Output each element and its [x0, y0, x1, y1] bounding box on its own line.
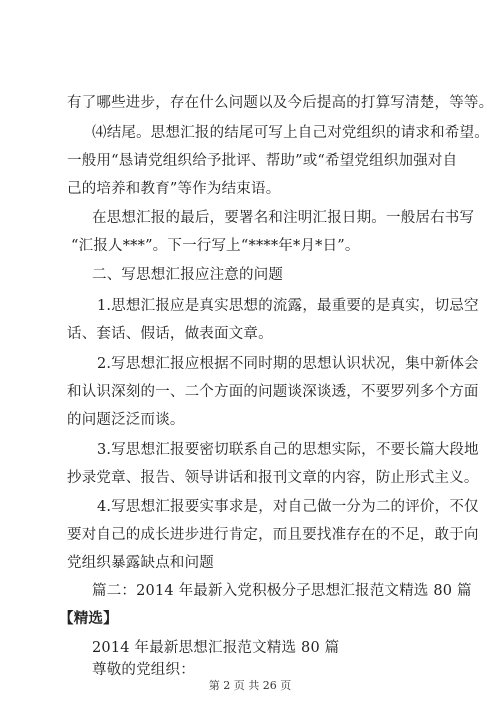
paragraph-line-6: “汇报人***”。下一行写上“****年*月*日”。: [71, 238, 360, 254]
paragraph-line-5: 在思想汇报的最后，要署名和注明汇报日期。一般居右书写: [92, 210, 475, 226]
page-number-footer: 第 2 页 共 26 页: [208, 679, 292, 692]
paragraph-line-3: 一般用“恳请党组织给予批评、帮助”或“希望党组织加强对自: [67, 153, 458, 169]
paragraph-line-10: 2.写思想汇报应根据不同时期的思想认识状况，集中新体会: [97, 356, 479, 372]
paragraph-line-9: 话、套话、假话，做表面文章。: [67, 326, 273, 342]
paragraph-line-15: 4.写思想汇报要实事求是，对自己做一分为二的评价，不仅: [97, 499, 479, 515]
paragraph-line-1: 有了哪些进步，存在什么问题以及今后提高的打算写清楚，等等。: [67, 95, 494, 111]
paragraph-line-8: 1.思想汇报应是真实思想的流露，最重要的是真实，切忌空: [97, 298, 479, 314]
section-heading: 二、写思想汇报应注意的问题: [92, 267, 284, 283]
paragraph-line-16: 要对自己的成长进步进行肯定，而且要找准存在的不足，敢于向: [67, 527, 479, 543]
paragraph-line-4: 己的培养和教育”等作为结束语。: [67, 181, 281, 197]
paragraph-line-12: 的问题泛泛而谈。: [67, 412, 185, 428]
paragraph-line-2: ⑷结尾。思想汇报的结尾可写上自己对党组织的请求和希望。: [92, 125, 489, 141]
article-title-line-1: 篇二：2014 年最新入党积极分子思想汇报范文精选 80 篇: [92, 583, 472, 599]
paragraph-line-13: 3.写思想汇报要密切联系自己的思想实际，不要长篇大段地: [97, 442, 479, 458]
subtitle: 2014 年最新思想汇报范文精选 80 篇: [92, 640, 340, 656]
article-title-line-2: 【精选】: [59, 610, 118, 627]
paragraph-line-11: 和认识深刻的一、二个方面的问题谈深谈透，不要罗列多个方面: [67, 384, 479, 400]
paragraph-line-14: 抄录党章、报告、领导讲话和报刊文章的内容，防止形式主义。: [67, 470, 479, 486]
paragraph-line-17: 党组织暴露缺点和问题: [67, 555, 214, 571]
salutation: 尊敬的党组织：: [92, 662, 195, 678]
